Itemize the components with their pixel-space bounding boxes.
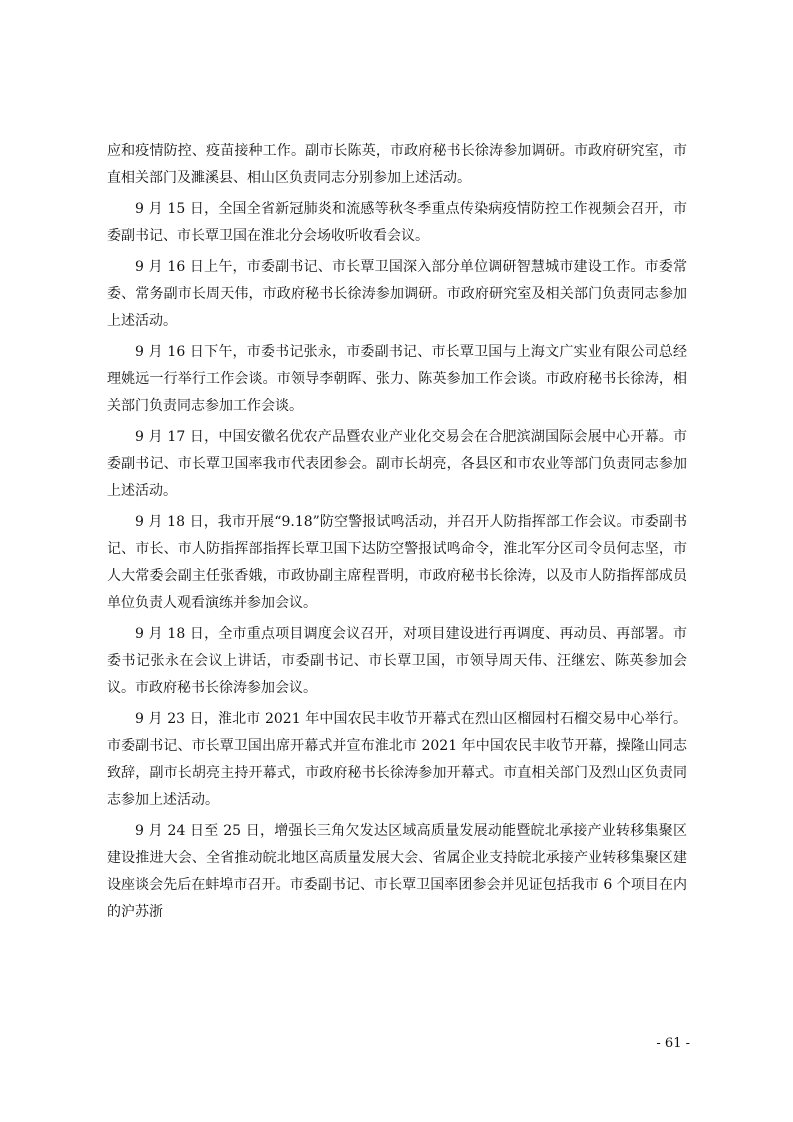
paragraph-sep23: 9 月 23 日，淮北市 2021 年中国农民丰收节开幕式在烈山区榴园村石榴交易中心举行。市委副书记、市长覃卫国出席开幕式并宣布淮北市 2021 年中国农民丰收节开幕，操隆山同志致辞，副市长胡亮主持开幕式，市政府秘书长徐涛参加开幕式。市直相关部门及烈山区负责同志参加上述活动。 [107, 711, 687, 808]
paragraph-sep18-projects: 9 月 18 日，全市重点项目调度会议召开，对项目建设进行再调度、再动员、再部署。市委书记张永在会议上讲话，市委副书记、市长覃卫国，市领导周天伟、汪继宏、陈英参加会议。市政府秘书长徐涛参加会议。 [107, 626, 687, 696]
paragraph-sep17: 9 月 17 日，中国安徽名优农产品暨农业产业化交易会在合肥滨湖国际会展中心开幕。市委副书记、市长覃卫国率我市代表团参会。副市长胡亮，各县区和市农业等部门负责同志参加上述活动。 [107, 429, 687, 499]
paragraph-sep16-afternoon: 9 月 16 日下午，市委书记张永，市委副书记、市长覃卫国与上海文广实业有限公司总经理姚远一行举行工作会谈。市领导李朝晖、张力、陈英参加工作会谈。市政府秘书长徐涛，相关部门负责同志参加工作会谈。 [107, 344, 687, 414]
paragraph-sep18-air-defense: 9 月 18 日，我市开展“9.18”防空警报试鸣活动，并召开人防指挥部工作会议。市委副书记、市长、市人防指挥部指挥长覃卫国下达防空警报试鸣命令，淮北军分区司令员何志坚，市人大常委会副主任张香娥，市政协副主席程晋明，市政府秘书长徐涛，以及市人防指挥部成员单位负责人观看演练并参加会议。 [107, 514, 687, 611]
paragraph-continuation: 应和疫情防控、疫苗接种工作。副市长陈英，市政府秘书长徐涛参加调研。市政府研究室，市直相关部门及濉溪县、相山区负责同志分别参加上述活动。 [107, 143, 687, 186]
page-number: - 61 - [656, 1036, 690, 1051]
paragraph-sep24-25: 9 月 24 日至 25 日，增强长三角欠发达区域高质量发展动能暨皖北承接产业转移集聚区建设推进大会、全省推动皖北地区高质量发展大会、省属企业支持皖北承接产业转移集聚区建设座谈会先后在蚌埠市召开。市委副书记、市长覃卫国率团参会并见证包括我市 6 个项目在内的沪苏浙 [107, 823, 687, 920]
document-body [107, 138, 687, 930]
paragraph-sep15: 9 月 15 日，全国全省新冠肺炎和流感等秋冬季重点传染病疫情防控工作视频会召开，市委副书记、市长覃卫国在淮北分会场收听收看会议。 [107, 201, 687, 244]
paragraph-sep16-morning: 9 月 16 日上午，市委副书记、市长覃卫国深入部分单位调研智慧城市建设工作。市委常委、常务副市长周天伟，市政府秘书长徐涛参加调研。市政府研究室及相关部门负责同志参加上述活动。 [107, 259, 687, 329]
